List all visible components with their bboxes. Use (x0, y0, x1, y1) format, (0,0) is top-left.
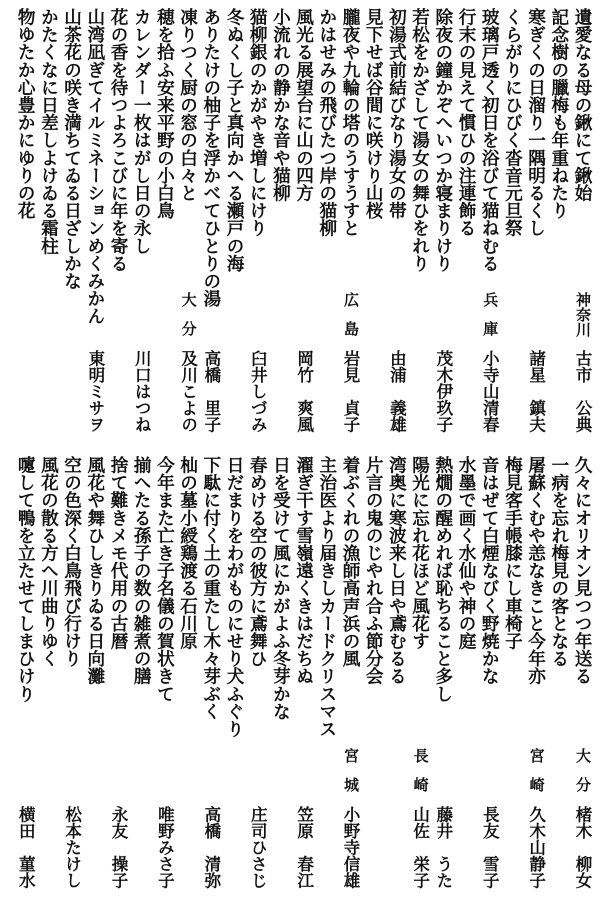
author-prefecture: 宮崎 (527, 748, 546, 806)
haiku-line: 嚔して鴨を立たせてしまひけり (15, 456, 37, 703)
haiku-line: 穂を拾ふ安来平野の小白鳥 (154, 8, 176, 220)
haiku-line: 水墨で画く水仙や神の庭 (456, 456, 477, 650)
haiku-line: 小流れの静かな音や猫柳 (270, 8, 292, 202)
haiku-line: 梅見客手帳膝にし車椅子 (502, 456, 524, 650)
haiku-line: 記念樹の臘梅も年重ねたり (548, 8, 570, 220)
author-name: 岡竹 爽風 (294, 350, 314, 433)
haiku-line: 陽光に忘れ花ほど風花す (409, 456, 431, 650)
haiku-line: 山湾凪ぎてイルミネーションめくみかん (84, 8, 106, 325)
author-name: 笠原 春江 (294, 806, 314, 889)
haiku-line: 熱燗の醒めれば恥ちること多し (432, 456, 454, 703)
haiku-line: 遺愛なる母の鍬にて鍬始 (572, 8, 593, 202)
author-prefecture: 兵庫 (481, 292, 500, 350)
haiku-line: 一病を忘れ梅見の客となる (548, 456, 570, 668)
haiku-line: 日を受けて風にかがよふ冬芽かな (270, 456, 292, 720)
haiku-line: 杣の墓小綬鶏渡る石川原 (177, 456, 199, 650)
haiku-line: 山茶花の咲き満ちてゐる日ざしかな (61, 8, 83, 290)
author-name: 茂木伊玖子 (433, 350, 453, 433)
haiku-line: 凍りつく厨の窓の白々と (177, 8, 199, 202)
author-name: 諸星 鎮夫 (526, 350, 546, 433)
haiku-line: 玻璃戸透く初日を浴びて猫ねむる (479, 8, 501, 272)
author-name: 東明ミサヲ (85, 350, 105, 433)
author-name: 松本たけし (62, 806, 82, 889)
author-name: 岩見 貞子 (341, 350, 360, 433)
haiku-line: ありたけの柚子を浮かべてひとりの湯 (200, 8, 222, 308)
haiku-line: 下駄に付く土の重たし木々芽ぶく (200, 456, 222, 720)
haiku-line: 今年また亡き子名儀の賀状きて (154, 456, 176, 703)
haiku-line: 物ゆたか心豊かにゆりの花 (15, 8, 37, 220)
haiku-line: 久々にオリオン見つつ年送る (572, 456, 593, 685)
author-prefecture: 大分 (574, 748, 592, 806)
haiku-line: くらがりにひびく沓音元旦祭 (502, 8, 524, 237)
author-name: 由浦 義雄 (387, 350, 407, 433)
haiku-line: 主治医より届きしカードクリスマス (316, 456, 338, 738)
haiku-line: 寒ぎくの日溜り一隅明るくし (525, 8, 547, 237)
haiku-line: 着ぶくれの漁師高声浜の風 (340, 456, 361, 668)
author-name: 楮木 柳女 (573, 806, 592, 889)
author-prefecture: 神奈川 (574, 292, 592, 337)
author-name: 高橋 清弥 (201, 806, 221, 889)
author-name: 庄司ひさじ (248, 806, 268, 889)
haiku-line: 風花の散る方へ川曲りゆく (38, 456, 60, 668)
haiku-line: 行末の見えて慣ひの注連飾る (456, 8, 477, 237)
haiku-line: 濯ぎ干す雪嶺遠くきはだちぬ (293, 456, 315, 685)
author-prefecture: 長崎 (411, 748, 430, 806)
haiku-line: かたくなに日差しよけゐる霜柱 (38, 8, 60, 255)
haiku-line: 湾奥に寒波来し日や鳶むるる (386, 456, 408, 685)
haiku-line: 捨て難きメモ代用の古暦 (108, 456, 129, 650)
haiku-line: 春めける空の彼方に鳶舞ひ (247, 456, 269, 668)
author-name: 山佐 栄子 (410, 806, 430, 889)
haiku-line: 若松をかざして湯女の舞ひをれり (409, 8, 431, 272)
author-name: 藤井 うた (433, 806, 453, 889)
author-name: 長友 雪子 (480, 806, 500, 889)
haiku-line: 見下せば谷間に咲けり山桜 (363, 8, 385, 220)
author-prefecture: 広島 (342, 292, 360, 350)
author-name: 古市 公典 (573, 350, 592, 433)
author-prefecture: 宮城 (342, 748, 360, 806)
author-name: 小寺山清春 (480, 350, 500, 433)
haiku-line: 日だまりをわがものにせり犬ふぐり (224, 456, 245, 738)
author-prefecture: 大分 (179, 292, 198, 350)
author-name: 久木山静子 (526, 806, 546, 889)
haiku-line: 屠蘇くむや恙なきこと今年亦 (525, 456, 547, 685)
haiku-line: 片言の鬼のじやれ合ふ節分会 (363, 456, 385, 685)
author-name: 小野寺信雄 (341, 806, 360, 889)
haiku-line: 音はぜて白煙なびく野焼かな (479, 456, 501, 685)
haiku-line: 揃へたる孫子の数の雑煮の膳 (131, 456, 153, 685)
haiku-line: 空の色深く白鳥飛び行けり (61, 456, 83, 668)
haiku-line: 冬ぬくし子と真向かへる瀬戸の海 (224, 8, 245, 272)
author-name: 臼井しづみ (248, 350, 268, 433)
author-name: 高橋 里子 (201, 350, 221, 433)
haiku-line: かはせみの飛びたつ岸の猫柳 (316, 8, 338, 237)
haiku-line: 除夜の鐘かぞへいつか寝まりけり (432, 8, 454, 272)
haiku-line: 初湯式前結びなり湯女の帯 (386, 8, 408, 220)
author-name: 及川こよの (178, 350, 198, 433)
author-name: 唯野みさ子 (155, 806, 175, 889)
haiku-line: カレンダー一枚はがし日の永し (131, 8, 153, 255)
haiku-line: 風光る展望台に山の四方 (293, 8, 315, 202)
author-name: 横田 菫水 (16, 806, 36, 889)
author-name: 川口はつね (132, 350, 152, 433)
haiku-line: 朧夜や九輪の塔のうすうすと (340, 8, 361, 237)
haiku-line: 花の香を待つよろこびに年を寄る (108, 8, 129, 272)
haiku-line: 猫柳銀のかがやき増しにけり (247, 8, 269, 237)
author-name: 永友 操子 (109, 806, 128, 889)
haiku-line: 風花や舞ひしきりゐる日向灘 (84, 456, 106, 685)
